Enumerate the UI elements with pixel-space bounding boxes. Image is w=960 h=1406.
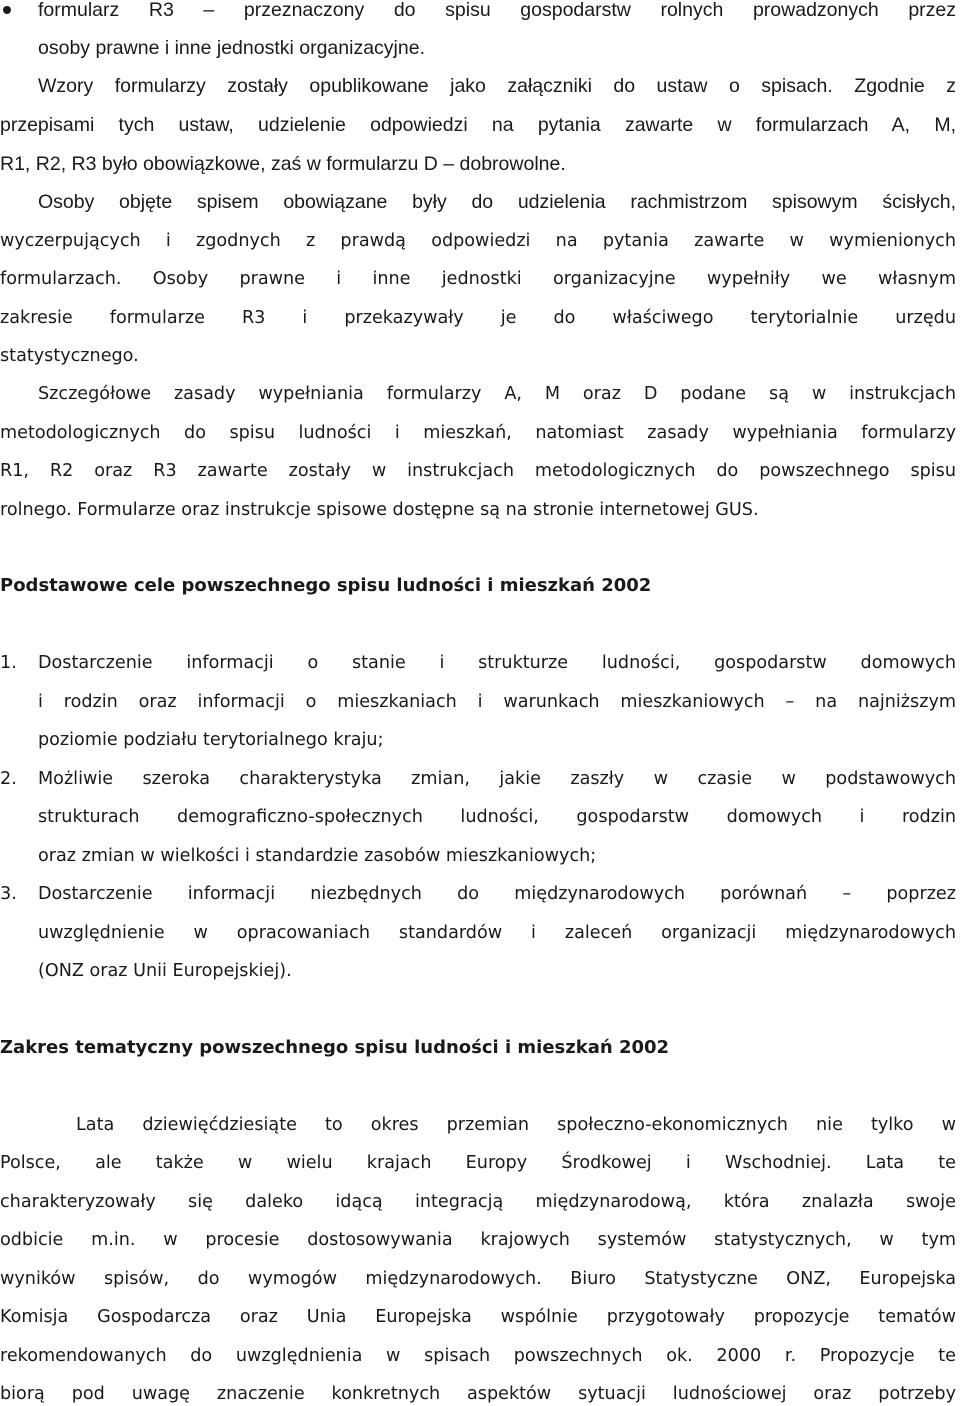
text-line: biorą pod uwagę znaczenie konkretnych aspektów sytuacji ludnościowej oraz potrzeby [0,1384,956,1404]
list-number: 1. [0,653,17,673]
text-line: metodologicznych do spisu ludności i mieszkań, natomiast zasady wypełniania formularzy [0,423,956,443]
text-line: Lata dziewięćdziesiąte to okres przemian społeczno-ekonomicznych nie tylko w [76,1115,956,1135]
text-line: i rodzin oraz informacji o mieszkaniach i warunkach mieszkaniowych – na najniższym [38,692,956,712]
text-line: Komisja Gospodarcza oraz Unia Europejska wspólnie przygotowały propozycje tematów [0,1307,956,1327]
text-line: Polsce, ale także w wielu krajach Europy Środkowej i Wschodniej. Lata te [0,1153,956,1173]
list-number: 2. [0,769,17,789]
text-line: rolnego. Formularze oraz instrukcje spisowe dostępne są na stronie internetowej GUS. [0,500,759,520]
text-line: R1, R2, R3 było obowiązkowe, zaś w formularzu D – dobrowolne. [0,153,566,175]
text-line: wyników spisów, do wymogów międzynarodowych. Biuro Statystyczne ONZ, Europejska [0,1269,956,1289]
text-line: (ONZ oraz Unii Europejskiej). [38,961,292,981]
text-line: Wzory formularzy zostały opublikowane jako załączniki do ustaw o spisach. Zgodnie z [38,75,956,97]
text-line: Możliwie szeroka charakterystyka zmian, jakie zaszły w czasie w podstawowych [38,769,956,789]
text-line: Dostarczenie informacji o stanie i strukturze ludności, gospodarstw domowych [38,653,956,673]
text-line: poziomie podziału terytorialnego kraju; [38,730,384,750]
section-heading: Zakres tematyczny powszechnego spisu ludności i mieszkań 2002 [0,1037,670,1058]
text-line: formularzach. Osoby prawne i inne jednostki organizacyjne wypełniły we własnym [0,269,956,289]
text-line: charakteryzowały się daleko idącą integracją międzynarodową, która znalazła swoje [0,1192,956,1212]
section-heading: Podstawowe cele powszechnego spisu ludności i mieszkań 2002 [0,575,652,596]
list-number: 3. [0,884,17,904]
bullet-icon [3,6,11,14]
text-line: przepisami tych ustaw, udzielenie odpowiedzi na pytania zawarte w formularzach A, M, [0,114,956,136]
text-line: Szczegółowe zasady wypełniania formularzy A, M oraz D podane są w instrukcjach [38,384,956,404]
text-line: Osoby objęte spisem obowiązane były do udzielenia rachmistrzom spisowym ścisłych, [38,191,956,213]
text-line: odbicie m.in. w procesie dostosowywania krajowych systemów statystycznych, w tym [0,1230,956,1250]
text-line: R1, R2 oraz R3 zawarte zostały w instrukcjach metodologicznych do powszechnego spisu [0,461,956,481]
text-line: osoby prawne i inne jednostki organizacyjne. [38,37,425,59]
text-line: zakresie formularze R3 i przekazywały je do właściwego terytorialnie urzędu [0,308,956,328]
text-line: uwzględnienie w opracowaniach standardów i zaleceń organizacji międzynarodowych [38,923,956,943]
text-line: formularz R3 – przeznaczony do spisu gospodarstw rolnych prowadzonych przez [38,0,956,21]
text-line: oraz zmian w wielkości i standardzie zasobów mieszkaniowych; [38,846,597,866]
text-line: rekomendowanych do uwzględnienia w spisach powszechnych ok. 2000 r. Propozycje te [0,1346,956,1366]
text-line: strukturach demograficzno-społecznych ludności, gospodarstw domowych i rodzin [38,807,956,827]
text-line: statystycznego. [0,346,139,366]
text-line: wyczerpujących i zgodnych z prawdą odpowiedzi na pytania zawarte w wymienionych [0,231,956,251]
text-line: Dostarczenie informacji niezbędnych do międzynarodowych porównań – poprzez [38,884,956,904]
